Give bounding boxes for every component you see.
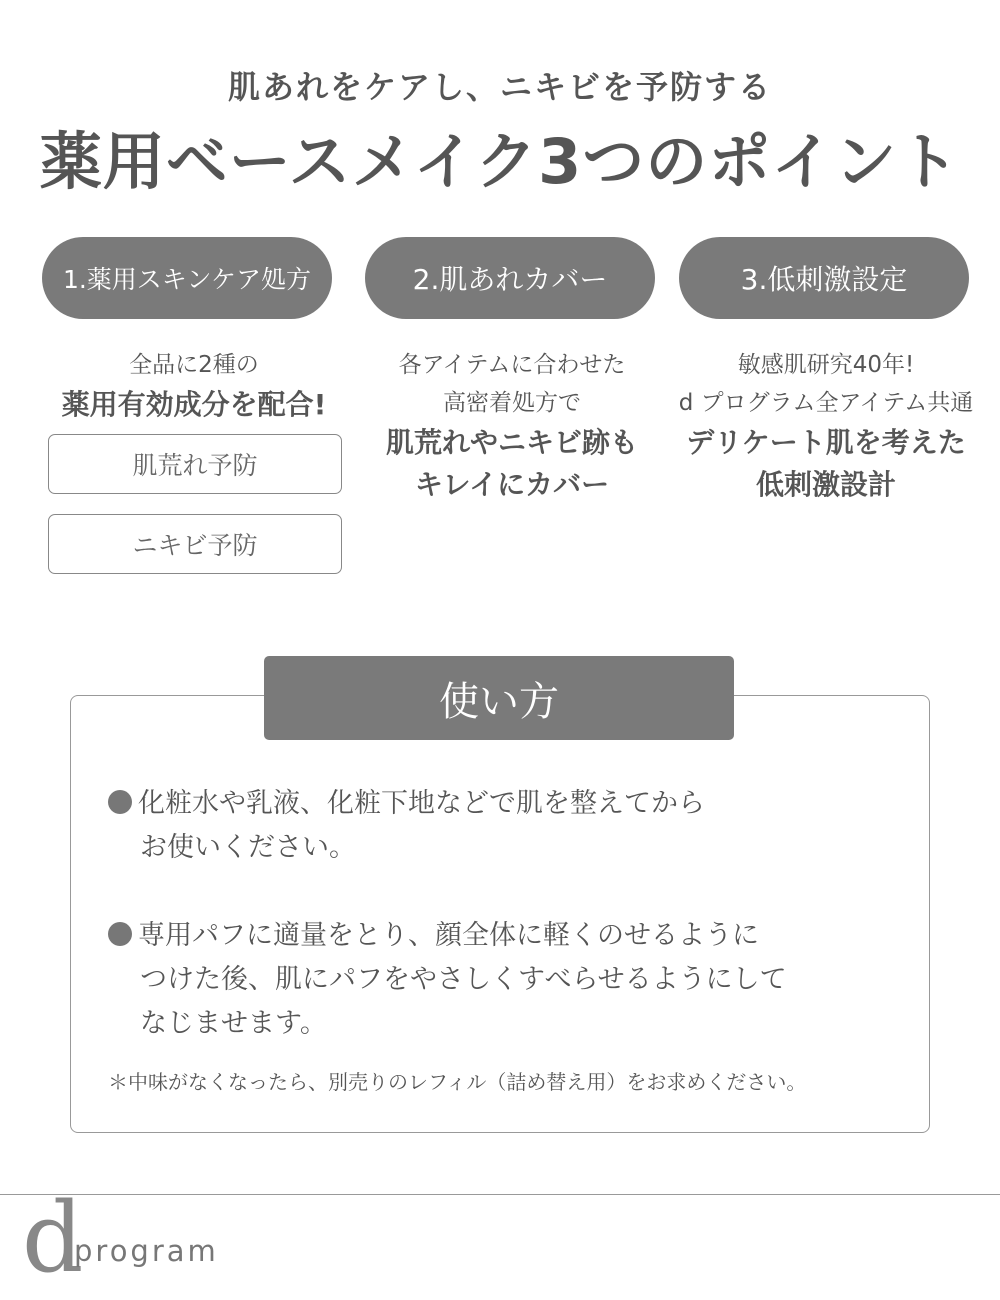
usage-item-1-line-1: 化粧水や乳液、化粧下地などで肌を整えてから xyxy=(138,788,705,819)
point-2-bold-1: 肌荒れやニキビ跡も xyxy=(385,426,638,459)
point-1-pill xyxy=(42,237,332,319)
point-2-line-1: 各アイテムに合わせた xyxy=(398,352,626,378)
usage-title xyxy=(264,656,734,740)
point-1-label: 1.薬用スキンケア処方 xyxy=(62,265,312,294)
point-3-description xyxy=(666,346,986,506)
usage-item-1-line-2: お使いください。 xyxy=(140,832,356,863)
point-3-label: 3.低刺激設定 xyxy=(740,263,908,296)
point-1-bold-1: 薬用有効成分を配合! xyxy=(61,388,327,421)
point-3-bold-1: デリケート肌を考えた xyxy=(686,426,966,459)
subtitle: 肌あれをケアし、ニキビを予防する xyxy=(227,68,772,106)
bullet-icon xyxy=(108,790,132,814)
bullet-icon xyxy=(108,922,132,946)
usage-title-text: 使い方 xyxy=(439,678,559,725)
page-title: 薬用ベースメイク3つのポイント xyxy=(39,125,961,198)
point-1-line-1: 全品に2種の xyxy=(129,352,259,378)
point-3-line-2: d プログラム全アイテム共通 xyxy=(678,390,974,416)
usage-item-2-line-2: つけた後、肌にパフをやさしくすべらせるようにして xyxy=(140,964,787,995)
usage-item-2 xyxy=(108,914,787,1046)
brand-logo-text: program xyxy=(74,1234,219,1268)
usage-item-1 xyxy=(108,782,705,870)
usage-item-2-line-3: なじませます。 xyxy=(140,1008,327,1039)
tag-acne-prevention xyxy=(48,514,342,574)
point-1-description xyxy=(34,346,354,426)
brand-logo-mark: d xyxy=(22,1182,84,1294)
point-2-bold-2: キレイにカバー xyxy=(414,468,610,501)
point-2-line-2: 高密着処方で xyxy=(443,390,581,416)
point-2-description xyxy=(352,346,672,506)
usage-item-2-line-1: 専用パフに適量をとり、顔全体に軽くのせるように xyxy=(138,920,759,951)
point-3-bold-2: 低刺激設計 xyxy=(755,468,896,501)
tag-label: ニキビ予防 xyxy=(132,531,258,560)
point-3-pill xyxy=(679,237,969,319)
tag-label: 肌荒れ予防 xyxy=(132,451,258,480)
refill-note: ＊中味がなくなったら、別売りのレフィル（詰め替え用）をお求めください。 xyxy=(108,1070,807,1094)
point-2-pill xyxy=(365,237,655,319)
footer-divider xyxy=(0,1194,1000,1195)
point-2-label: 2.肌あれカバー xyxy=(412,263,608,296)
tag-skin-rough-prevention xyxy=(48,434,342,494)
point-3-line-1: 敏感肌研究40年! xyxy=(737,352,915,378)
